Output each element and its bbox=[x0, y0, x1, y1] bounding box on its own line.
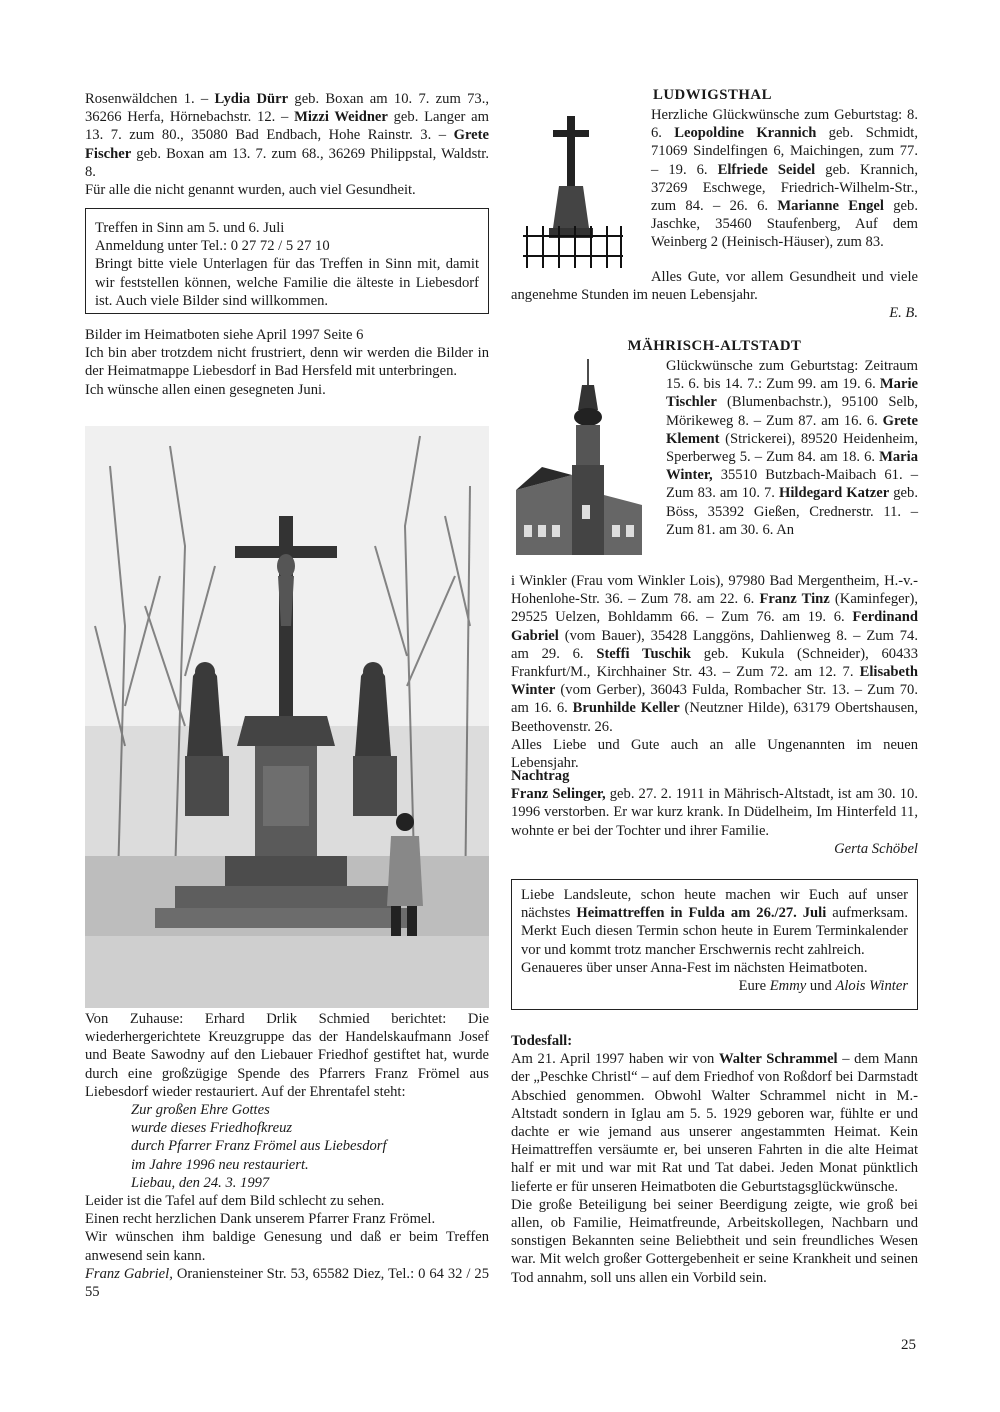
wayside-cross-illustration bbox=[513, 108, 633, 278]
ludwigsthal-birthdays bbox=[651, 106, 918, 252]
person-name: Franz Tinz bbox=[759, 591, 830, 608]
meeting-title: Treffen in Sinn am 5. und 6. Juli bbox=[95, 220, 285, 236]
person-name: Mizzi Weidner bbox=[294, 109, 388, 126]
closing-text: Alles Gute, vor allem Gesundheit und viele angenehme Stunden im neuen Lebensjahr. bbox=[511, 269, 918, 304]
box-signature bbox=[521, 977, 908, 995]
fulda-meeting-text bbox=[521, 886, 908, 959]
general-wish: Für alle die nicht genannt wurden, auch viel Gesundheit. bbox=[85, 182, 416, 199]
birthday-text: (vom Bauer), 35428 Langgöns, Dahlienweg 8. – Zum 74. am 29. 6. bbox=[511, 627, 918, 662]
june-wish: Ich wünsche allen einen gesegneten Juni. bbox=[85, 381, 326, 398]
birthday-text: geb. Langer am 13. 7. zum 80., 35080 Bad Endbach, Hohe Rainstr. 3. – bbox=[85, 109, 489, 144]
initials: E. B. bbox=[889, 305, 918, 322]
maehrisch-heading: MÄHRISCH-ALTSTADT bbox=[627, 338, 802, 354]
sig-emmy: Emmy bbox=[769, 978, 807, 995]
meeting-text: Bringt bitte viele Unterlagen für das Treffen in Sinn mit, damit wir feststellen können, welche Familie die älteste in Liebesdorf ist. Auch viele Bilder sind willkommen. bbox=[95, 256, 479, 309]
inscription-line: durch Pfarrer Franz Frömel aus Liebesdorf bbox=[131, 1138, 387, 1155]
birthday-text: geb. Boxan am 10. 7. zum 73., 36266 Herfa, Hörnebachstr. 12. – bbox=[85, 91, 489, 126]
tf-post: – dem Mann der „Peschke Christl“ – auf dem Friedhof von Roßdorf bei Darmstadt Abschied genommen. Obwohl Walter Schrammel nicht in M.-Altstadt sondern in Iglau am 5. 5. 1929 geboren war, fühlte er und dachte er wie jemand aus unserer angestammten Heimat. Kein Heimattreffen versäumte er, bei unseren Fahrten in die alte Heimat half er mit und war mit Rat und Tat dabei. Jeden Monat pünktlich lieferte er für unseren Heimatboten die Geburtstagsglückwünsche. bbox=[511, 1051, 918, 1195]
person-name: Lydia Dürr bbox=[214, 91, 289, 107]
birthday-text: Herzliche Glückwünsche zum Geburtstag: 8. 6. bbox=[651, 107, 918, 142]
todesfall-p1 bbox=[511, 1050, 918, 1196]
birthday-text: 35510 Butzbach-Maibach 61. – Zum 83. am 10. 7. bbox=[666, 467, 918, 502]
photo-caption: Von Zuhause: Erhard Drlik Schmied berichtet: Die wiederhergerichtete Kreuzgruppe das der Handelskaufmann Josef und Beate Sawodny auf den Liebauer Friedhof gestiftet hat, wurde durch eine großzügige Spende des Pfarrers Franz Frömel aus Liebesdorf wieder restauriert. Auf der Ehrentafel steht: bbox=[85, 1011, 489, 1100]
person-name: Brunhilde Keller bbox=[572, 700, 680, 717]
person-name: Ferdinand Gabriel bbox=[511, 609, 918, 644]
birthday-text: (vom Gerber), 36043 Fulda, Rombacher Str. 13. – Zum 70. am 16. 6. bbox=[511, 682, 918, 717]
person-name: Marie Tischler bbox=[666, 376, 918, 411]
maehrisch-wrap bbox=[666, 357, 918, 539]
birthday-text: Glückwünsche zum Geburtstag: Zeitraum 15. 6. bis 14. 7.: Zum 99. am 19. 6. bbox=[666, 358, 918, 393]
person-name: Elfriede Seidel bbox=[717, 161, 816, 178]
birthday-text: geb. Böss, 35392 Gießen, Crednerstr. 11. – Zum 81. am 30. 6. bbox=[666, 485, 918, 538]
frust-note: Ich bin aber trotzdem nicht frustriert, denn wir werden die Bilder in der Heimatmappe Liebesdorf in Bad Hersfeld mit unterbringen. bbox=[85, 345, 489, 380]
person-name: Maria Winter, bbox=[666, 449, 918, 484]
birthday-text: geb. Kukula (Schneider), 60433 Frankfurt/M., Kirchhainer Str. 43. – Zum 72. am 12. 7. bbox=[511, 645, 918, 681]
meeting-box-sinn bbox=[85, 208, 489, 314]
maehrisch-closing: Alles Liebe und Gute auch an alle Ungenannten im neuen Lebensjahr. bbox=[511, 736, 918, 772]
maehrisch-section bbox=[511, 337, 918, 355]
person-name: Steffi Tuschik bbox=[596, 645, 692, 662]
person-name: Marianne Engel bbox=[777, 198, 884, 215]
left-intro bbox=[85, 90, 489, 199]
fulda-date: Heimattreffen in Fulda am 26./27. Juli bbox=[576, 905, 827, 922]
meeting-phone: Anmeldung unter Tel.: 0 27 72 / 5 27 10 bbox=[95, 238, 330, 255]
birthday-text: geb. Krannich, 37269 Eschwege, Friedrich-Wilhelm-Str., zum 84. – 26. 6. bbox=[651, 161, 918, 215]
photo-caption-block bbox=[85, 1010, 489, 1301]
person-name: Leopoldine Krannich bbox=[674, 125, 817, 142]
sig-pre: Eure bbox=[738, 978, 770, 995]
ludwigsthal-closing-block bbox=[511, 268, 918, 323]
nachtrag-signature: Gerta Schöbel bbox=[834, 840, 918, 857]
birthday-text: Rosenwäldchen 1. – bbox=[85, 91, 215, 107]
birthday-text: (Neutzner Hilde), 63179 Obertshausen, Beethovenstr. 26. bbox=[511, 700, 918, 735]
left-notes bbox=[85, 326, 489, 399]
crucifix-photo-drawing bbox=[85, 426, 489, 1008]
fulda-post: aufmerksam. Merkt Euch diesen Termin schon heute in Eurem Terminkalender vor und kommt trotz mancher Erschwernis recht zahlreich. bbox=[521, 905, 908, 958]
nachtrag-body: geb. 27. 2. 1911 in Mährisch-Altstadt, ist am 30. 10. 1996 verstorben. Er war kurz krank. In Düdelheim, Im Hinterfeld 11, wohnte er bei der Tochter und ihrer Familie. bbox=[511, 786, 918, 839]
tf-pre: Am 21. April 1997 haben wir von bbox=[511, 1051, 719, 1068]
tf-name: Walter Schrammel bbox=[718, 1051, 838, 1068]
page-number: 25 bbox=[901, 1337, 916, 1353]
person-name: Elisabeth Winter bbox=[511, 664, 918, 699]
inscription-line: wurde dieses Friedhofkreuz bbox=[131, 1120, 293, 1137]
maehrisch-birthdays-continued bbox=[511, 572, 918, 736]
sig-alois: Alois Winter bbox=[835, 978, 908, 995]
person-name: Grete Fischer bbox=[85, 127, 489, 162]
birthday-text: geb. Schmidt, 71069 Sindelfingen 6, Maichingen, zum 77. – 19. 6. bbox=[651, 125, 918, 178]
birthday-text: i Winkler bbox=[511, 573, 567, 589]
crucifix-photo bbox=[85, 426, 489, 1008]
thanks-note: Einen recht herzlichen Dank unserem Pfarrer Franz Frömel. bbox=[85, 1211, 436, 1228]
bilder-note: Bilder im Heimatboten siehe April 1997 Seite 6 bbox=[85, 327, 364, 343]
todesfall-heading: Todesfall: bbox=[511, 1033, 573, 1049]
ludwigsthal-heading: LUDWIGSTHAL bbox=[653, 87, 772, 103]
church-illustration bbox=[512, 355, 652, 565]
deceased-name: Franz Selinger, bbox=[511, 786, 606, 803]
nachtrag-heading: Nachtrag bbox=[511, 768, 570, 784]
ludwigsthal-section bbox=[511, 86, 918, 104]
todesfall-p2: Die große Beteiligung bei seiner Beerdigung zeigte, wie groß bei allen, ob Familie, Heimatfreunde, Arbeitskollegen, Nachbarn und sonstigen Bekannten seine Beliebtheit und sein freundliches Wesen war. Mit welch großer Gottergebenheit er seine Krankheit und seinen Tod annahm, soll uns allen ein Vorbild sein. bbox=[511, 1196, 918, 1286]
recovery-wish: Wir wünschen ihm baldige Genesung und daß er beim Treffen anwesend sein kann. bbox=[85, 1229, 489, 1264]
birthday-text: (Kaminfeger), 29525 Uelzen, Bohldamm 66. – Zum 76. am 19. 6. bbox=[511, 591, 918, 626]
birthday-text: (Blumenbachstr.), 95100 Selb, Mörikeweg 8. – Zum 87. am 16. 6. bbox=[666, 394, 918, 429]
anna-fest-note: Genaueres über unser Anna-Fest im nächsten Heimatboten. bbox=[521, 959, 868, 976]
maehrisch-birthdays bbox=[666, 357, 918, 539]
author-address: Oraniensteiner Str. 53, 65582 Diez, Tel.: 0 64 32 / 25 55 bbox=[85, 1265, 490, 1301]
nachtrag-section bbox=[511, 767, 918, 858]
birthday-text: geb. Boxan am 13. 7. zum 68., 36269 Philippstal, Waldstr. 8. bbox=[85, 145, 489, 180]
fulda-pre: Liebe Landsleute, schon heute machen wir Euch auf unser nächstes bbox=[521, 887, 908, 922]
inscription-line: Liebau, den 24. 3. 1997 bbox=[131, 1174, 270, 1191]
birthday-text: An bbox=[776, 521, 795, 538]
person-name: Hildegard Katzer bbox=[779, 485, 890, 502]
maehrisch-continued bbox=[511, 572, 918, 772]
tafel-note: Leider ist die Tafel auf dem Bild schlecht zu sehen. bbox=[85, 1193, 385, 1210]
author-signature bbox=[85, 1265, 489, 1301]
inscription-line: Zur großen Ehre Gottes bbox=[131, 1102, 270, 1119]
birthday-text: geb. Jaschke, 35460 Staufenberg, Auf dem Weinberg 2 (Heinisch-Häuser), zum 83. bbox=[651, 198, 918, 251]
todesfall-section bbox=[511, 1032, 918, 1287]
fulda-meeting-box bbox=[511, 879, 918, 1010]
birthday-text: (Strickerei), 89520 Heidenheim, Sperberweg 5. – Zum 84. am 18. 6. bbox=[666, 430, 918, 466]
memorial-inscription bbox=[85, 1101, 489, 1192]
ludwigsthal-closing bbox=[511, 268, 918, 322]
ludwigsthal-wrap bbox=[651, 106, 918, 252]
nachtrag-text bbox=[511, 785, 918, 840]
inscription-line: im Jahre 1996 neu restauriert. bbox=[131, 1156, 309, 1173]
person-name: Grete Klement bbox=[666, 412, 918, 447]
author-name: Franz Gabriel, bbox=[85, 1265, 173, 1282]
birthday-text: (Frau vom Winkler Lois), 97980 Bad Mergentheim, H.-v.-Hohenlohe-Str. 36. – Zum 78. am 22. 6. bbox=[511, 573, 918, 608]
birthday-list-continued bbox=[85, 90, 489, 181]
sig-mid: und bbox=[806, 978, 836, 995]
